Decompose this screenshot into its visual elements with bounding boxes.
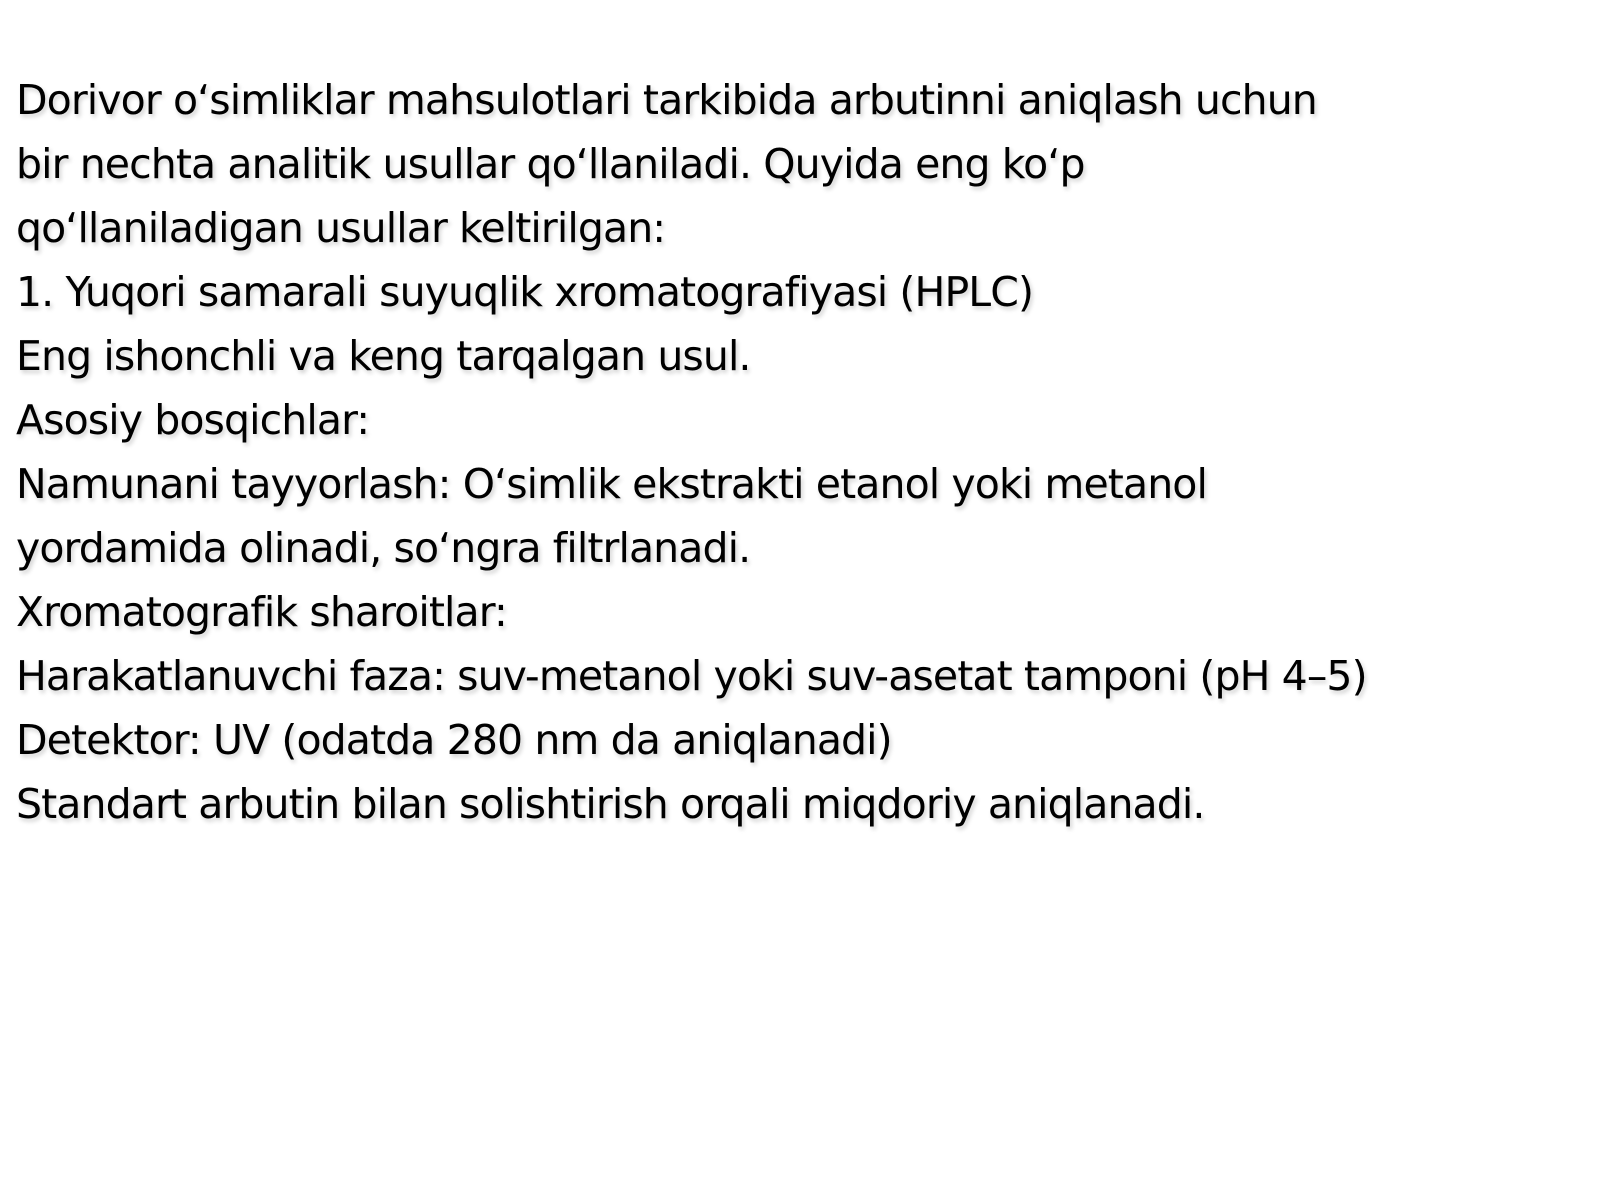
text-line: 1. Yuqori samarali suyuqlik xromatografiyasi (HPLC) [16,268,1034,316]
text-line: bir nechta analitik usullar qo‘llaniladi. Quyida eng ko‘p [16,140,1085,188]
text-line: Dorivor o‘simliklar mahsulotlari tarkibida arbutinni aniqlash uchun [16,76,1317,124]
text-line: Standart arbutin bilan solishtirish orqali miqdoriy aniqlanadi. [16,780,1205,828]
text-line: Harakatlanuvchi faza: suv-metanol yoki suv-asetat tamponi (pH 4–5) [16,652,1367,700]
text-line: Eng ishonchli va keng tarqalgan usul. [16,332,751,380]
text-line: qo‘llaniladigan usullar keltirilgan: [16,204,666,252]
text-body [16,68,1576,836]
text-line: Namunani tayyorlash: O‘simlik ekstrakti etanol yoki metanol [16,460,1207,508]
text-line: Xromatografik sharoitlar: [16,588,507,636]
text-line: yordamida olinadi, so‘ngra filtrlanadi. [16,524,751,572]
text-line: Asosiy bosqichlar: [16,396,370,444]
text-line: Detektor: UV (odatda 280 nm da aniqlanadi) [16,716,892,764]
